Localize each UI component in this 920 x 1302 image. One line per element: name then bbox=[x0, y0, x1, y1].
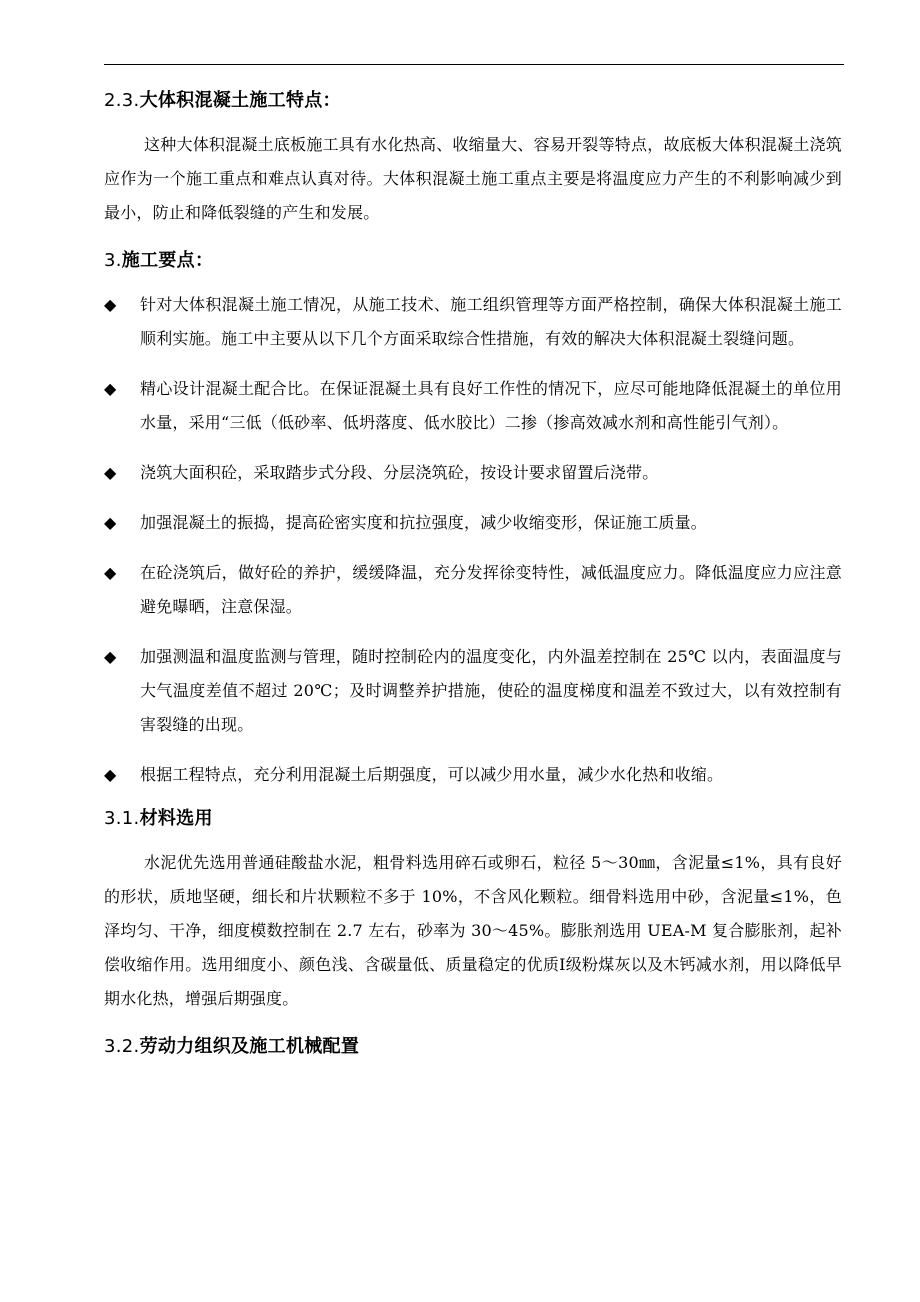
list-item bbox=[104, 372, 842, 440]
section-heading-3-1 bbox=[104, 804, 842, 834]
construction-points-list bbox=[104, 288, 842, 792]
section-heading-2-3 bbox=[104, 86, 842, 116]
list-item bbox=[104, 506, 842, 540]
section-heading-3 bbox=[104, 246, 842, 276]
header-rule bbox=[104, 64, 844, 65]
list-item bbox=[104, 640, 842, 742]
diamond-bullet-icon: ◆ bbox=[104, 513, 117, 532]
list-item-text: 在砼浇筑后，做好砼的养护，缓缓降温，充分发挥徐变特性，减低温度应力。降低温度应力应注意避免曝晒，注意保湿。 bbox=[140, 563, 842, 616]
section-number: 2.3. bbox=[104, 90, 140, 111]
list-item bbox=[104, 456, 842, 490]
list-item-text: 根据工程特点，充分利用混凝土后期强度，可以减少用水量，减少水化热和收缩。 bbox=[140, 765, 724, 784]
list-item-text: 精心设计混凝土配合比。在保证混凝土具有良好工作性的情况下，应尽可能地降低混凝土的单位用水量，采用“三低（低砂率、低坍落度、低水胶比）二掺（掺高效减水剂和高性能引气剂）。 bbox=[140, 379, 842, 432]
section-title: 劳动力组织及施工机械配置 bbox=[139, 1036, 360, 1057]
document-body bbox=[104, 86, 842, 1062]
diamond-bullet-icon: ◆ bbox=[104, 765, 117, 784]
section-number: 3.1. bbox=[104, 808, 140, 829]
diamond-bullet-icon: ◆ bbox=[104, 295, 117, 314]
list-item-text: 加强混凝土的振捣，提高砼密实度和抗拉强度，减少收缩变形，保证施工质量。 bbox=[140, 513, 708, 532]
diamond-bullet-icon: ◆ bbox=[104, 463, 117, 482]
list-item bbox=[104, 288, 842, 356]
section-3-1-paragraph: 水泥优先选用普通硅酸盐水泥，粗骨料选用碎石或卵石，粒径 5～30㎜，含泥量≤1%，具有良好的形状，质地坚硬，细长和片状颗粒不多于 10%，不含风化颗粒。细骨料选用中砂，含泥量≤1%，色泽均匀、干净，细度模数控制在 2.7 左右，砂率为 30～45%。膨胀剂选用 UEA-M 复合膨胀剂，起补偿收缩作用。选用细度小、颜色浅、含碳量低、质量稳定的优质Ⅰ级粉煤灰以及木钙减水剂，用以降低早期水化热，增强后期强度。 bbox=[104, 853, 842, 1008]
list-item-text: 浇筑大面积砼，采取踏步式分段、分层浇筑砼，按设计要求留置后浇带。 bbox=[140, 463, 659, 482]
list-item-text: 针对大体积混凝土施工情况，从施工技术、施工组织管理等方面严格控制，确保大体积混凝土施工顺利实施。施工中主要从以下几个方面采取综合性措施，有效的解决大体积混凝土裂缝问题。 bbox=[140, 295, 842, 348]
section-number: 3. bbox=[104, 250, 122, 271]
list-item bbox=[104, 758, 842, 792]
diamond-bullet-icon: ◆ bbox=[104, 563, 117, 582]
diamond-bullet-icon: ◆ bbox=[104, 647, 117, 666]
section-2-3-paragraph: 这种大体积混凝土底板施工具有水化热高、收缩量大、容易开裂等特点，故底板大体积混凝土浇筑应作为一个施工重点和难点认真对待。大体积混凝土施工重点主要是将温度应力产生的不利影响减少到最小，防止和降低裂缝的产生和发展。 bbox=[104, 135, 842, 222]
section-heading-3-2 bbox=[104, 1032, 842, 1062]
section-title: 大体积混凝土施工特点： bbox=[139, 90, 341, 111]
list-item bbox=[104, 556, 842, 624]
section-title: 施工要点： bbox=[121, 250, 214, 271]
section-number: 3.2. bbox=[104, 1036, 140, 1057]
section-title: 材料选用 bbox=[139, 808, 213, 829]
diamond-bullet-icon: ◆ bbox=[104, 379, 117, 398]
list-item-text: 加强测温和温度监测与管理，随时控制砼内的温度变化，内外温差控制在 25℃ 以内，表面温度与大气温度差值不超过 20℃；及时调整养护措施，使砼的温度梯度和温差不致过大，以有效控制有害裂缝的出现。 bbox=[140, 647, 842, 734]
